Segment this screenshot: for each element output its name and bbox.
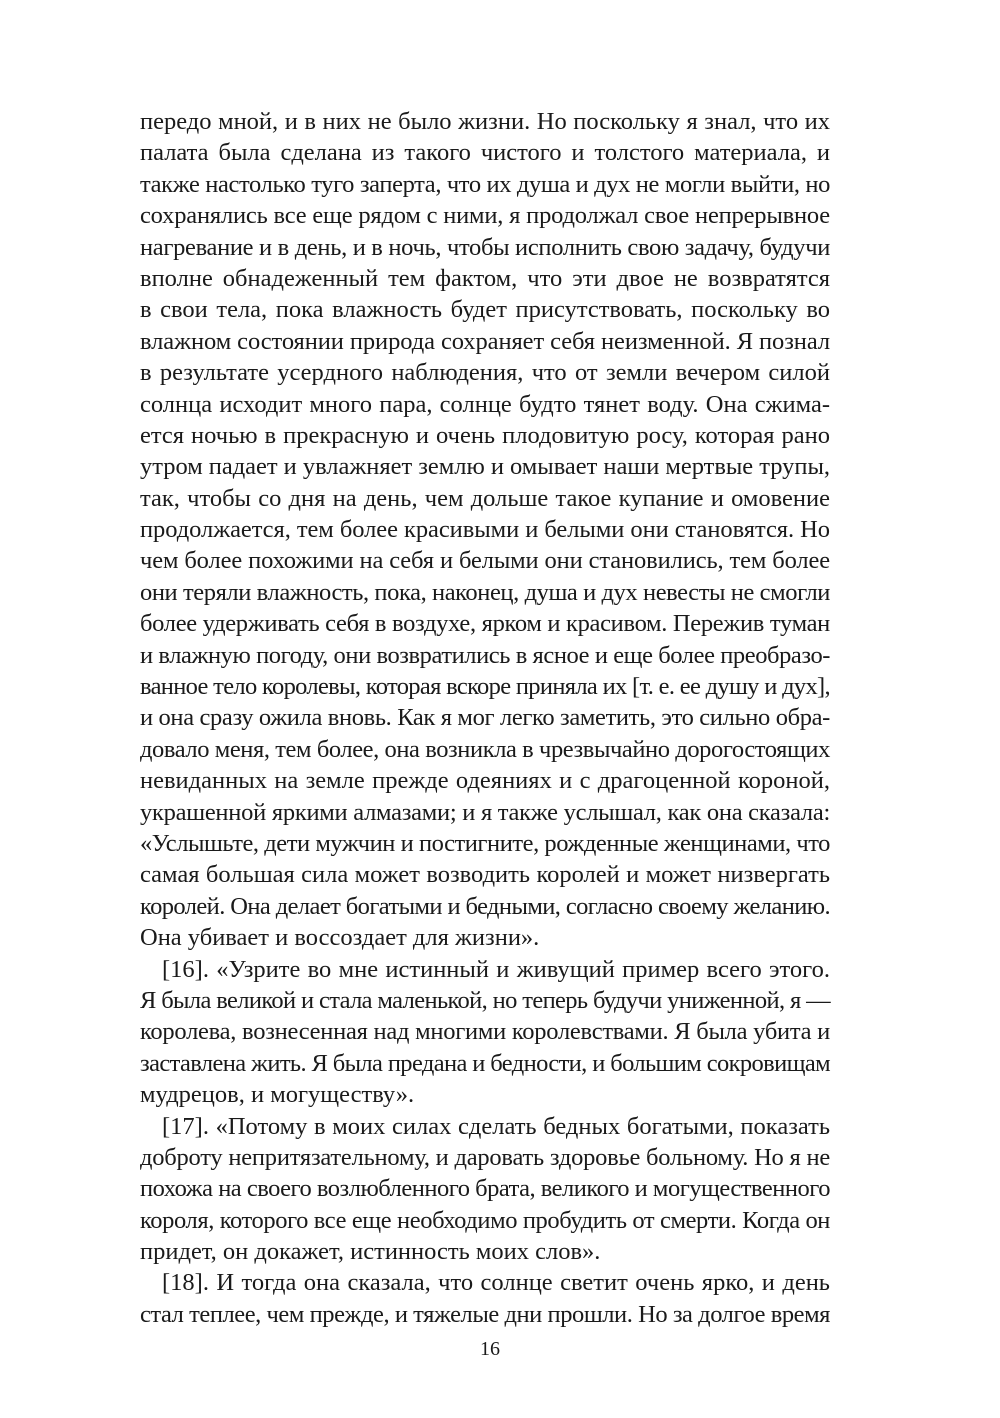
text-line: солнца исходит много пара, солнце будто тянет воду. Она сжима- — [140, 390, 830, 418]
text-line: мудрецов, и могуществу». — [140, 1081, 415, 1109]
text-line: невиданных на земле прежде одеяниях и с драгоценной короной, — [140, 767, 830, 795]
text-line: короля, которого все еще необходимо пробудить от смерти. Когда он — [140, 1206, 831, 1234]
text-line: «Услышьте, дети мужчин и постигните, рожденные женщинами, что — [140, 829, 830, 857]
text-line: заставлена жить. Я была предана и бедности, и большим сокровищам — [140, 1049, 831, 1077]
text-line: королева, вознесенная над многими королевствами. Я была убита и — [140, 1018, 831, 1046]
text-line: украшенной яркими алмазами; и я также услышал, как она сказала: — [140, 798, 831, 826]
body-text — [140, 106, 830, 1330]
text-line: ванное тело королевы, которая вскоре приняла их [т. е. ее душу и дух], — [140, 673, 830, 701]
text-line: чем более похожими на себя и белыми они становились, тем более — [140, 547, 830, 575]
text-line: довало меня, тем более, она возникла в чрезвычайно дорогостоящих — [140, 735, 830, 763]
text-line: сохранялись все еще рядом с ними, я продолжал свое непрерывное — [140, 202, 830, 230]
text-line: доброту непритязательному, и даровать здоровье больному. Но я не — [140, 1143, 831, 1171]
paragraph — [140, 106, 830, 954]
page-number: 16 — [480, 1338, 500, 1360]
text-line: и влажную погоду, они возвратились в ясное и еще более преобразо- — [140, 641, 831, 669]
text-line: [17]. «Потому в моих силах сделать бедных богатыми, показать — [162, 1112, 830, 1140]
paragraph — [140, 1267, 830, 1330]
text-line: самая большая сила может возводить королей и может низвергать — [140, 861, 830, 889]
text-line: также настолько туго заперта, что их душа и дух не могли выйти, но — [140, 170, 830, 198]
text-line: придет, он докажет, истинность моих слов». — [140, 1238, 601, 1266]
text-line: стал теплее, чем прежде, и тяжелые дни прошли. Но за долгое время — [140, 1300, 830, 1328]
text-line: Она убивает и воссоздает для жизни». — [140, 924, 540, 952]
text-line: и она сразу ожила вновь. Как я мог легко заметить, это сильно обра- — [140, 704, 830, 732]
text-line: палата была сделана из такого чистого и толстого материала, и — [140, 139, 830, 167]
text-line: в результате усердного наблюдения, что от земли вечером силой — [140, 359, 830, 387]
text-line: вполне обнадеженный тем фактом, что эти двое не возвратятся — [140, 264, 830, 292]
text-line: они теряли влажность, пока, наконец, душа и дух невесты не смогли — [140, 578, 830, 606]
paragraph — [140, 954, 830, 1111]
text-line: передо мной, и в них не было жизни. Но поскольку я знал, что их — [140, 108, 830, 135]
text-line: [16]. «Узрите во мне истинный и живущий пример всего этого. — [162, 955, 830, 983]
text-line: нагревание и в день, и в ночь, чтобы исполнить свою задачу, будучи — [140, 233, 831, 261]
text-line: продолжается, тем более красивыми и белыми они становятся. Но — [140, 516, 830, 544]
text-line: Я была великой и стала маленькой, но теперь будучи униженной, я — — [140, 986, 831, 1014]
text-line: утром падает и увлажняет землю и омывает наши мертвые трупы, — [140, 453, 831, 481]
text-line: похожа на своего возлюбленного брата, великого и могущественного — [140, 1175, 830, 1203]
text-line: влажном состоянии природа сохраняет себя неизменной. Я познал — [140, 327, 830, 355]
text-line: так, чтобы со дня на день, чем дольше такое купание и омовение — [140, 484, 830, 512]
text-line: ется ночью в прекрасную и очень плодовитую росу, которая рано — [140, 421, 830, 449]
text-line: королей. Она делает богатыми и бедными, согласно своему желанию. — [140, 892, 830, 920]
text-line: [18]. И тогда она сказала, что солнце светит очень ярко, и день — [162, 1269, 830, 1297]
text-line: более удерживать себя в воздухе, ярком и красивом. Пережив туман — [140, 610, 830, 638]
paragraph — [140, 1111, 830, 1268]
text-line: в свои тела, пока влажность будет присутствовать, поскольку во — [140, 296, 830, 324]
